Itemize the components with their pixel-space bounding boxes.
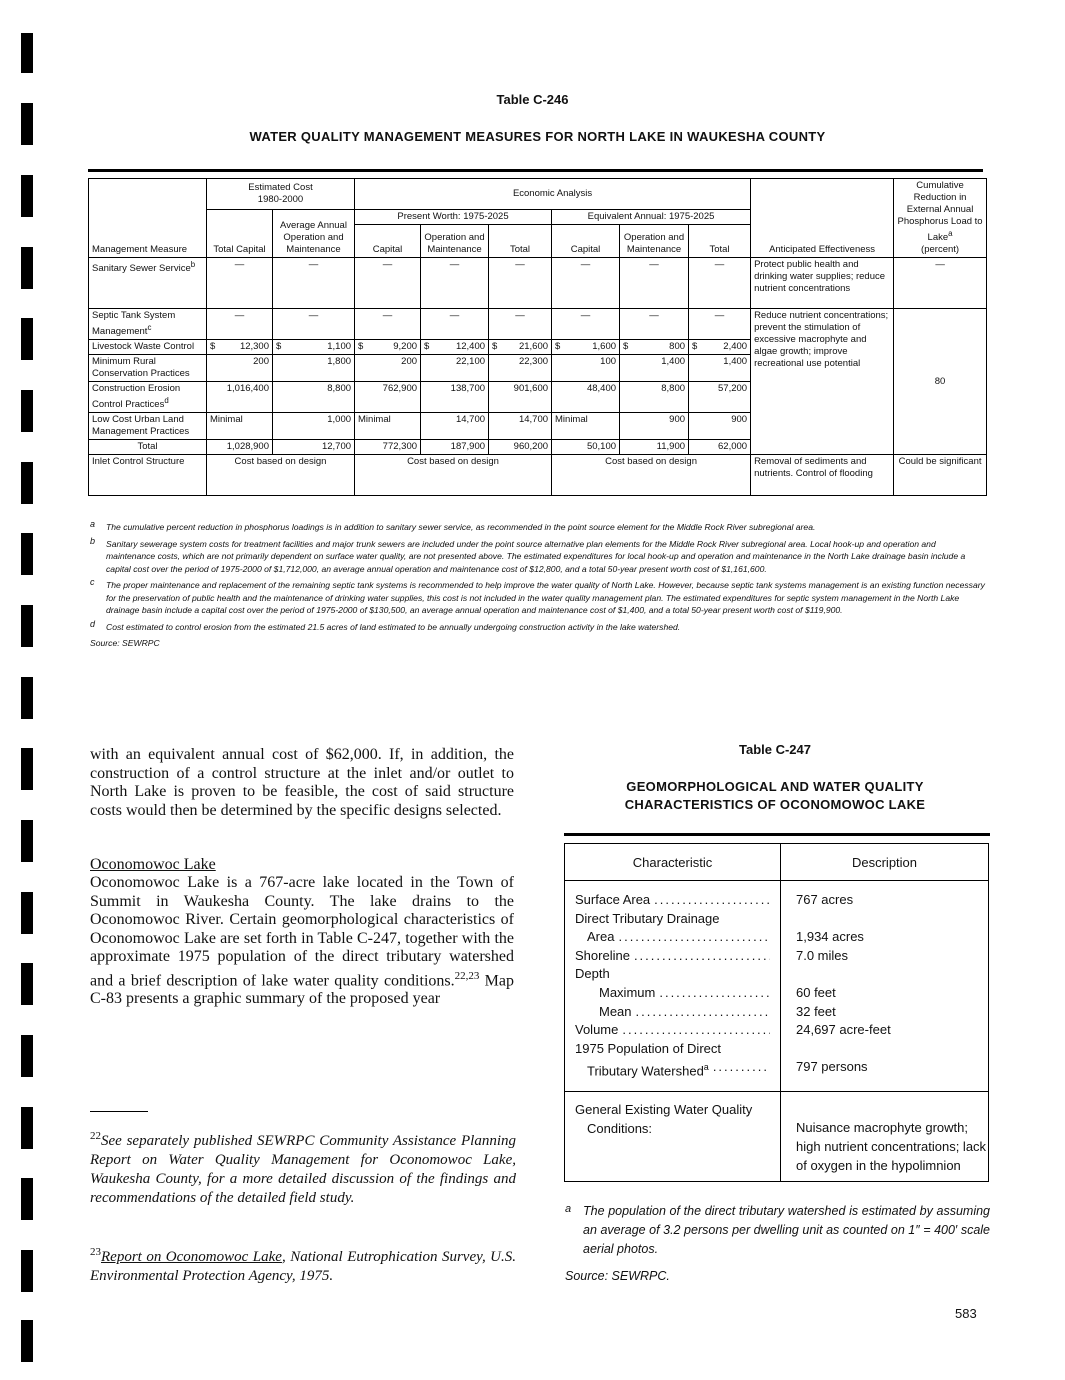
value-shoreline: 7.0 miles — [796, 947, 849, 963]
header-description: Description — [781, 844, 989, 881]
cell-pw-total: 21,600 — [518, 341, 549, 353]
measure-name: Minimum Rural Conservation Practices — [89, 355, 207, 382]
binding-mark — [21, 748, 33, 790]
measure-name: Sanitary Sewer Service — [92, 263, 191, 275]
leader-dots — [618, 928, 770, 947]
header-characteristic: Characteristic — [565, 844, 781, 881]
cell-reduction: Could be significant — [894, 455, 987, 496]
table-c247-subtitle-line1: GEOMORPHOLOGICAL AND WATER QUALITY — [626, 779, 924, 794]
row-shoreline — [575, 947, 770, 966]
cell-ea-total: 57,200 — [689, 382, 751, 413]
cell-total-capital: 12,300 — [239, 341, 269, 353]
binding-mark — [21, 318, 33, 360]
cell-pw-capital: 9,200 — [393, 341, 418, 353]
cell-pw-capital: — — [355, 309, 421, 340]
label: Area — [587, 929, 615, 945]
body-paragraph-2 — [90, 874, 514, 1009]
cell-pw-total: — — [489, 258, 552, 309]
footnote-b — [90, 535, 985, 576]
header-ea-om: Operation and Maintenance — [620, 225, 689, 258]
table-c246 — [88, 178, 987, 496]
value-area: 1,934 acres — [796, 929, 864, 945]
binding-mark — [21, 963, 33, 1005]
cell-pw-total: 901,600 — [489, 382, 552, 413]
cell-total-capital: 1,028,900 — [207, 440, 273, 455]
cell-pw-total: 960,200 — [489, 440, 552, 455]
footnote-mark: a — [90, 519, 96, 529]
header-pw-capital: Capital — [355, 225, 421, 258]
row-area — [575, 928, 770, 947]
header-anticipated: Anticipated Effectiveness — [751, 179, 894, 258]
label-text: Tributary Watershed — [587, 1063, 704, 1079]
cell-ea-capital: 100 — [552, 355, 620, 382]
table-c246-title: Table C-246 — [496, 92, 569, 107]
table-c247-subtitle — [555, 778, 995, 814]
cell-avg-om: 1,000 — [273, 413, 355, 440]
footnote-c — [90, 579, 985, 617]
cell-avg-om: 12,700 — [273, 440, 355, 455]
footnote-mark: b — [90, 535, 96, 546]
cell-effectiveness: Protect public health and drinking water supplies; reduce nutrient concentrations — [751, 258, 894, 309]
table-top-rule — [564, 833, 990, 836]
footnote-a — [90, 521, 985, 534]
cell-cost-note: Cost based on design — [355, 455, 552, 496]
leader-dots — [634, 947, 770, 966]
label: Shoreline — [575, 947, 630, 963]
table-c247-notes — [565, 1202, 990, 1286]
dollar-sign: $ — [623, 341, 629, 353]
footnote-text: , National Eutrophication Survey, U.S. Environmental Protection Agency, 1975. — [90, 1249, 517, 1284]
binding-mark — [21, 1320, 33, 1362]
cell-avg-om: 8,800 — [273, 382, 355, 413]
row-population — [575, 1040, 770, 1059]
cell-total-capital: — — [207, 258, 273, 309]
binding-mark — [21, 677, 33, 719]
header-estimated-cost-line2: 1980-2000 — [257, 194, 304, 205]
cell-ea-total: — — [689, 258, 751, 309]
footnote-mark: d — [90, 618, 96, 629]
header-economic-analysis: Economic Analysis — [355, 179, 751, 210]
cell-avg-om: 1,800 — [273, 355, 355, 382]
footnote-text: The cumulative percent reduction in phosphorus loadings is in addition to sanitary sewer service, as recommended in the point source element for the Middle Rock River subregional area. — [106, 522, 816, 532]
value-surface-area: 767 acres — [796, 892, 854, 907]
cell-ea-total: — — [689, 309, 751, 340]
label: Depth — [575, 966, 610, 982]
cell-reduction: — — [894, 258, 987, 309]
header-row — [89, 179, 987, 210]
footnote-text: The population of the direct tributary watershed is estimated by assuming an average of 3.2 persons per dwelling unit as counted on 1″ = 400′ scale aerial photos. — [583, 1204, 990, 1256]
cell-reduction: 80 — [894, 309, 987, 455]
header-cumulative — [894, 179, 987, 258]
dollar-sign: $ — [492, 341, 498, 353]
body-paragraph-2-end: Map C-83 presents a graphic summary of the proposed year — [90, 971, 514, 1008]
cell-ea-capital: 1,600 — [592, 341, 617, 353]
cell-pw-total: — — [489, 309, 552, 340]
cell-ea-capital: — — [552, 258, 620, 309]
footnote-number: 22 — [90, 1130, 101, 1142]
header-estimated-cost — [207, 179, 355, 210]
leader-dots — [622, 1021, 770, 1040]
cell-ea-capital: Minimal — [552, 413, 620, 440]
cell-cost-note: Cost based on design — [207, 455, 355, 496]
label: 1975 Population of Direct — [575, 1040, 721, 1056]
header-total-capital: Total Capital — [207, 210, 273, 258]
cell-total-capital: 1,016,400 — [207, 382, 273, 413]
table-c247-title: Table C-247 — [738, 742, 811, 757]
cell-pw-om: 14,700 — [421, 413, 489, 440]
cell-avg-om: 1,100 — [327, 341, 352, 353]
cell-effectiveness: Removal of sediments and nutrients. Control of flooding — [751, 455, 894, 496]
binding-mark — [21, 247, 33, 289]
measure-name: Construction Erosion Control Practices — [92, 383, 181, 411]
table-row — [565, 1092, 989, 1182]
footnote-text: Cost estimated to control erosion from the estimated 21.5 acres of land estimated to be annually undergoing construction activity in the lake watershed. — [106, 621, 681, 632]
cell-avg-om: — — [273, 309, 355, 340]
cell-ea-om: 800 — [669, 341, 686, 353]
cell-ea-om: 11,900 — [620, 440, 689, 455]
binding-mark — [21, 892, 33, 934]
header-ea-capital: Capital — [552, 225, 620, 258]
leader-dots — [654, 891, 770, 910]
cell-ea-capital: — — [552, 309, 620, 340]
header-equivalent-annual: Equivalent Annual: 1975-2025 — [552, 210, 751, 225]
value-spacer — [796, 1040, 984, 1059]
table-row — [89, 309, 987, 340]
binding-mark — [21, 1178, 33, 1220]
binding-mark — [21, 175, 33, 217]
label: Volume — [575, 1022, 619, 1038]
header-cumulative-text: Cumulative Reduction in External Annual Phosphorus Load to Lake — [897, 180, 983, 244]
page-number: 583 — [955, 1306, 977, 1321]
label-sup: a — [703, 1062, 709, 1073]
cell-ea-total: 62,000 — [689, 440, 751, 455]
cell-ea-om: 1,400 — [620, 355, 689, 382]
value-spacer — [796, 965, 984, 984]
label — [587, 1058, 709, 1081]
footnote-text: Sanitary sewerage system costs for treatment facilities and major trunk sewers are included under the point source alternative plan elements for the Middle Rock River subregional area. Local hook-up and operation and maintenance costs, which are not primarily dependent on surface water quality, are not presented above. The estimated expenditures for local hook-up and operation and maintenance in the North Lake drainage basin include a capital cost over the period of 1975-2000 of $1,712,000, an average annual operation and maintenance cost of $12,800, and a total 50-year present worth cost of $1,161,600. — [106, 538, 966, 574]
measure-name: Septic Tank System Management — [92, 310, 176, 338]
header-row — [565, 844, 989, 881]
row-depth — [575, 965, 770, 984]
footnote-title: Report on Oconomowoc Lake — [101, 1249, 282, 1265]
header-ea-total: Total — [689, 225, 751, 258]
footnote-a — [565, 1202, 990, 1259]
dollar-sign: $ — [555, 341, 561, 353]
binding-mark — [21, 533, 33, 575]
header-pw-total: Total — [489, 225, 552, 258]
cell-ea-total: 1,400 — [689, 355, 751, 382]
table-source: Source: SEWRPC. — [565, 1269, 670, 1283]
footnote-d — [90, 618, 985, 634]
value-volume: 24,697 acre-feet — [796, 1022, 891, 1038]
cell-pw-om: 187,900 — [421, 440, 489, 455]
measure-sup: d — [164, 396, 169, 406]
header-cumulative-unit: (percent) — [921, 244, 960, 256]
measure-name: Low Cost Urban Land Management Practices — [89, 413, 207, 440]
header-avg-annual-om: Average Annual Operation and Maintenance — [273, 210, 355, 258]
value-maximum: 60 feet — [796, 984, 836, 1000]
cell-ea-capital: 48,400 — [552, 382, 620, 413]
cell-ea-total: 2,400 — [723, 341, 748, 353]
cell-pw-om: — — [421, 309, 489, 340]
measure-sup: c — [147, 323, 152, 333]
leader-dots — [659, 984, 770, 1003]
binding-mark — [21, 605, 33, 647]
cell-pw-om: 22,100 — [421, 355, 489, 382]
cell-effectiveness: Reduce nutrient concentrations; prevent the stimulation of excessive macrophyte and algae growth; improve recreational use potential — [751, 309, 894, 455]
measure-name: Livestock Waste Control — [89, 340, 207, 355]
cell-pw-om: 138,700 — [421, 382, 489, 413]
value-mean: 32 feet — [796, 1003, 836, 1019]
binding-mark — [21, 820, 33, 862]
cell-pw-capital: — — [355, 258, 421, 309]
conditions-value — [784, 1118, 988, 1175]
footnote-23 — [90, 1243, 516, 1286]
table-c247 — [564, 843, 989, 1182]
dollar-sign: $ — [424, 341, 430, 353]
cell-cost-note: Cost based on design — [552, 455, 751, 496]
row-tributary-watershed — [575, 1058, 770, 1081]
header-estimated-cost-line1: Estimated Cost — [248, 182, 313, 193]
measure-sup: b — [190, 260, 196, 270]
table-source: Source: SEWRPC — [90, 638, 160, 648]
row-surface-area — [575, 891, 770, 910]
body-paragraph-2-text: Oconomowoc Lake is a 767-acre lake located in the Town of Summit in Waukesha County. The lake drains to the Oconomowoc River. Certain geomorphological characteristics of Oconomowoc Lake are set forth in Table C-247, together with the approximate 1975 population of the direct tributary watershed and a brief description of lake water quality conditions. — [90, 874, 514, 989]
measure-name: Inlet Control Structure — [89, 455, 207, 496]
cell-pw-capital: 200 — [355, 355, 421, 382]
row-maximum — [575, 984, 770, 1003]
binding-mark — [21, 1035, 33, 1077]
header-present-worth: Present Worth: 1975-2025 — [355, 210, 552, 225]
header-pw-om: Operation and Maintenance — [421, 225, 489, 258]
table-top-rule — [88, 169, 983, 172]
cell-ea-total: 900 — [689, 413, 751, 440]
cell-ea-om: 900 — [620, 413, 689, 440]
cell-ea-capital: 50,100 — [552, 440, 620, 455]
binding-mark — [21, 1107, 33, 1149]
label: Surface Area — [575, 892, 651, 907]
footnote-refs: 22,23 — [454, 969, 480, 982]
section-heading: Oconomowoc Lake — [90, 856, 216, 873]
binding-mark — [21, 462, 33, 504]
table-row — [565, 881, 989, 1092]
dollar-sign: $ — [210, 341, 216, 353]
cell-ea-om: — — [620, 309, 689, 340]
header-cumulative-sup: a — [948, 229, 953, 238]
cell-total-capital: 200 — [207, 355, 273, 382]
table-c247-subtitle-line2: CHARACTERISTICS OF OCONOMOWOC LAKE — [624, 797, 926, 812]
binding-mark — [21, 1250, 33, 1292]
label: Maximum — [599, 984, 656, 1000]
label: Direct Tributary Drainage — [575, 910, 720, 926]
footnote-rule — [90, 1111, 148, 1112]
row-mean — [575, 1003, 770, 1022]
measure-name: Total — [89, 440, 207, 455]
dollar-sign: $ — [276, 341, 282, 353]
cell-avg-om: — — [273, 258, 355, 309]
cell-pw-om: 12,400 — [455, 341, 486, 353]
conditions-label-2: Conditions: — [587, 1121, 653, 1137]
footnote-text: The proper maintenance and replacement of the remaining septic tank systems is recommended to help improve the water quality of North Lake. However, because septic tank systems management is an existing function necessary for the preservation of public health and the maintenance of drinking water supplies, this cost is not included in the water quality management plan. The estimated expenditures for septic system management in the North Lake drainage basin include a capital cost over the period of 1975-2000 of $130,500, an average annual operation and maintenance cost of $1,400, and a total 50-year present worth cost of $119,900. — [106, 580, 985, 615]
binding-mark — [21, 33, 33, 73]
cell-total-capital: Minimal — [207, 413, 273, 440]
footnote-mark: c — [90, 577, 95, 587]
label: Mean — [599, 1003, 632, 1019]
value-spacer — [796, 910, 984, 929]
cell-total-capital: — — [207, 309, 273, 340]
cell-ea-om: 8,800 — [620, 382, 689, 413]
leader-dots — [713, 1058, 770, 1081]
cell-pw-capital: Minimal — [355, 413, 421, 440]
conditions-label: General Existing Water Quality — [575, 1102, 753, 1118]
table-row — [89, 455, 987, 496]
dollar-sign: $ — [358, 341, 364, 353]
cell-pw-om: — — [421, 258, 489, 309]
conditions-value-text: Nuisance macrophyte growth; high nutrient concentrations; lack of oxygen in the hypolimnion — [796, 1120, 987, 1174]
table-c246-subtitle: WATER QUALITY MANAGEMENT MEASURES FOR NORTH LAKE IN WAUKESHA COUNTY — [249, 129, 826, 144]
cell-pw-capital: 772,300 — [355, 440, 421, 455]
row-volume — [575, 1021, 770, 1040]
footnote-number: 23 — [90, 1246, 101, 1258]
cell-pw-capital: 762,900 — [355, 382, 421, 413]
footnote-mark: a — [565, 1203, 572, 1215]
cell-pw-total: 14,700 — [489, 413, 552, 440]
header-management-measure: Management Measure — [89, 179, 207, 258]
row-direct-drainage — [575, 910, 770, 929]
leader-dots — [636, 1003, 770, 1022]
table-row — [89, 258, 987, 309]
footnote-text: See separately published SEWRPC Community Assistance Planning Report on Water Quality Management for Oconomowoc Lake, Waukesha County, for a more detailed discussion of the findings and recommendations of the detailed field study. — [90, 1133, 516, 1206]
cell-ea-om: — — [620, 258, 689, 309]
dollar-sign: $ — [692, 341, 698, 353]
body-paragraph-1: with an equivalent annual cost of $62,000. If, in addition, the construction of a control structure at the inlet and/or outlet to North Lake is proven to be feasible, the cost of said structure costs would then be determined by the specific designs selected. — [90, 746, 514, 819]
footnote-22 — [90, 1127, 516, 1208]
table-c246-notes — [90, 521, 985, 650]
binding-mark — [21, 390, 33, 432]
value-population: 797 persons — [796, 1059, 868, 1075]
cell-pw-total: 22,300 — [489, 355, 552, 382]
